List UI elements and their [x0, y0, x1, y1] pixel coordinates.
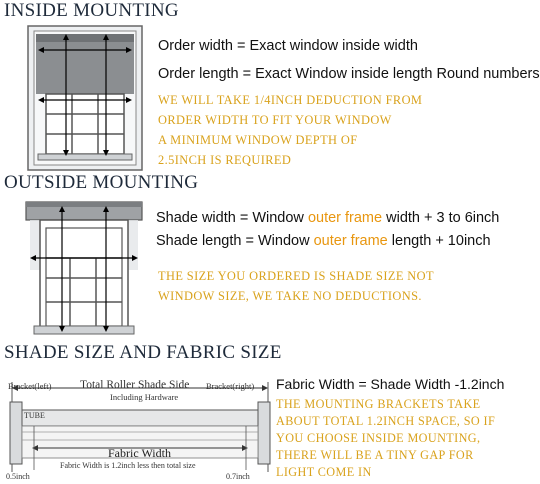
note-line: LIGHT COME IN	[276, 465, 372, 479]
note-line: 2.5INCH IS REQUIRED	[158, 153, 292, 167]
fabric-size-title: SHADE SIZE AND FABRIC SIZE	[4, 342, 282, 363]
note-line: A MINIMUM WINDOW DEPTH OF	[158, 133, 358, 147]
shade-length-prefix: Shade length = Window	[156, 233, 314, 249]
fabric-width-formula: Fabric Width = Shade Width -1.2inch	[276, 376, 505, 392]
inside-order-width-text: Order width = Exact window inside width	[158, 38, 418, 54]
outer-frame-highlight: outer frame	[313, 233, 388, 249]
inside-mounting-notes	[158, 90, 422, 170]
note-line: ORDER WIDTH TO FIT YOUR WINDOW	[158, 113, 392, 127]
note-line: THERE WILL BE A TINY GAP FOR	[276, 448, 474, 462]
inside-order-length-text: Order length = Exact Window inside length Round numbers	[158, 66, 540, 82]
inside-mounting-title: INSIDE MOUNTING	[4, 0, 179, 21]
shade-length-suffix: length + 10inch	[387, 233, 491, 249]
outside-mounting-title: OUTSIDE MOUNTING	[4, 172, 199, 193]
right-gap-label: 0.7inch	[226, 472, 250, 481]
outer-frame-highlight: outer frame	[307, 210, 383, 226]
note-line: WINDOW SIZE, WE TAKE NO DEDUCTIONS.	[158, 289, 422, 303]
tube-label: TUBE	[24, 411, 45, 420]
fabric-size-notes	[276, 396, 495, 481]
bracket-left-label: Bracket(left)	[8, 381, 52, 391]
shade-width-suffix: width + 3 to 6inch	[382, 210, 500, 226]
fabric-width-label: Fabric Width	[108, 446, 171, 460]
note-line: THE MOUNTING BRACKETS TAKE	[276, 397, 481, 411]
outside-shade-length-text	[156, 233, 491, 249]
total-roller-shade-side-label: Total Roller Shade Side	[80, 379, 190, 391]
outside-shade-width-text	[156, 210, 499, 226]
note-line: ABOUT TOTAL 1.2INCH SPACE, SO IF	[276, 414, 496, 428]
bracket-right-label: Bracket(right)	[206, 381, 255, 391]
left-gap-label: 0.5inch	[6, 472, 30, 481]
outside-mounting-notes	[158, 266, 434, 306]
shade-width-prefix: Shade width = Window	[156, 210, 308, 226]
fabric-width-note: Fabric Width is 1.2inch less then total size	[60, 461, 196, 470]
note-line: YOU CHOOSE INSIDE MOUNTING,	[276, 431, 481, 445]
outside-mounting-window-illustration	[26, 198, 142, 342]
including-hardware-label: Including Hardware	[110, 392, 179, 402]
note-line: WE WILL TAKE 1/4INCH DEDUCTION FROM	[158, 93, 423, 107]
note-line: THE SIZE YOU ORDERED IS SHADE SIZE NOT	[158, 269, 434, 283]
inside-mounting-window-illustration	[28, 26, 142, 170]
